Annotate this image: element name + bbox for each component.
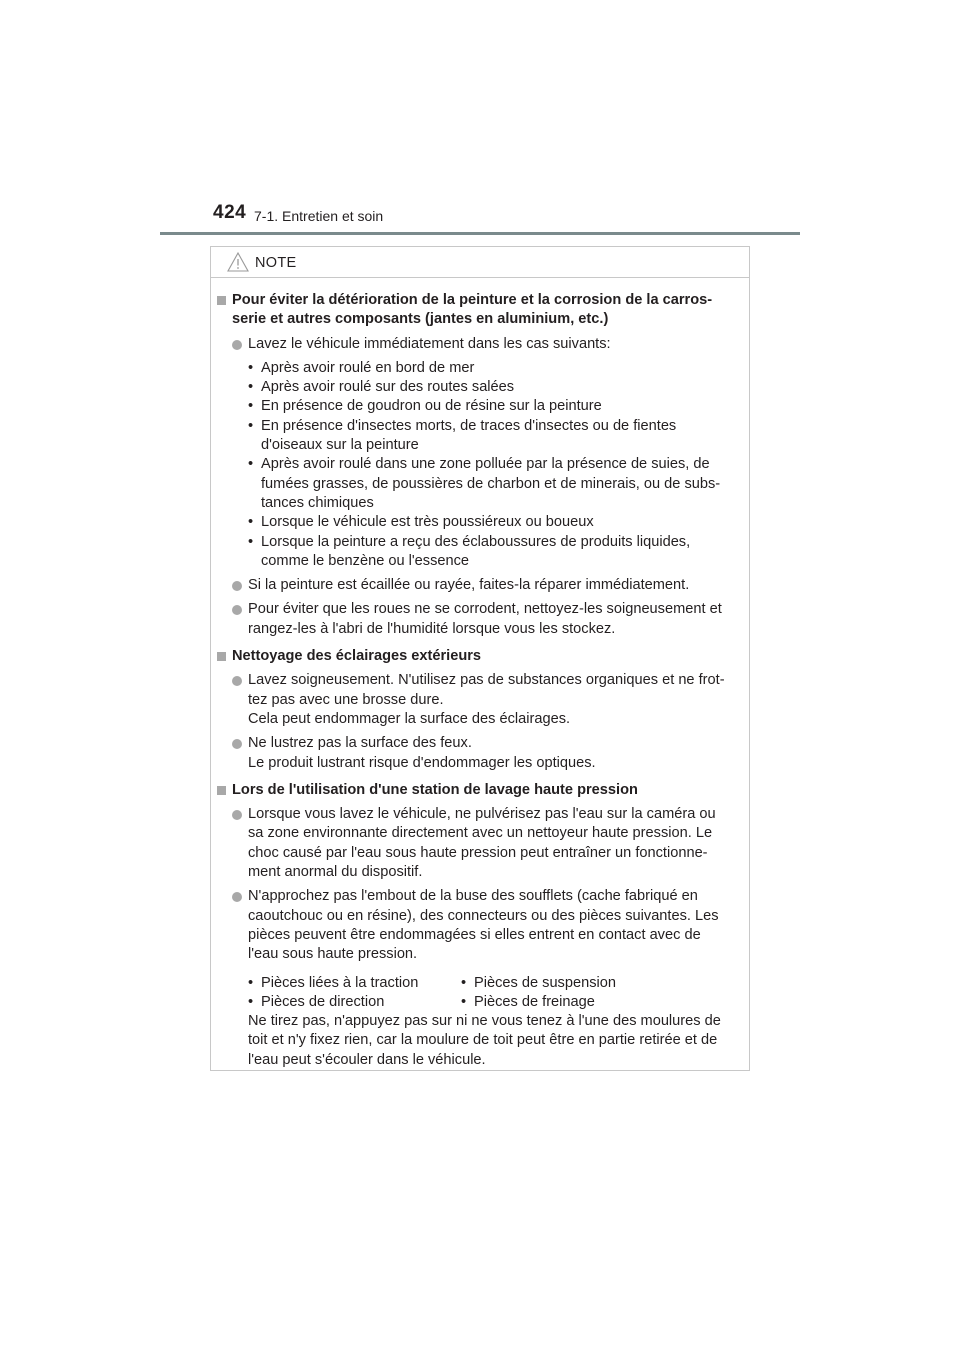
text-line: Si la peinture est écaillée ou rayée, faites-la réparer immédiatement.: [248, 577, 690, 594]
text-line: tez pas avec une brosse dure.: [248, 691, 444, 708]
text-line: Lors de l'utilisation d'une station de lavage haute pression: [232, 781, 638, 798]
bullet-mark: •: [461, 974, 467, 991]
circle-bullet-icon: [232, 605, 242, 615]
text-line: l'eau sous haute pression.: [248, 946, 418, 963]
bullet-list: [216, 359, 743, 571]
section-heading: [216, 781, 743, 800]
text-line: Après avoir roulé en bord de mer: [261, 359, 475, 376]
text-line: Ne tirez pas, n'appuyez pas sur ni ne vous tenez à l'une des moulures de: [248, 1013, 721, 1030]
bullet-mark: •: [461, 993, 467, 1010]
bullet-mark: •: [248, 974, 254, 991]
text-line: Lavez soigneusement. N'utilisez pas de substances organiques et ne frot-: [248, 672, 725, 689]
text-line: toit et n'y fixez rien, car la moulure de toit peut être en partie retirée et de: [248, 1032, 718, 1049]
text-line: Après avoir roulé dans une zone polluée par la présence de suies, de: [261, 456, 710, 473]
text-line: comme le benzène ou l'essence: [261, 552, 470, 569]
note-label: NOTE: [255, 255, 297, 271]
circle-item: [216, 734, 743, 773]
bullet-mark: •: [248, 359, 254, 376]
text-line: Pièces de suspension: [474, 974, 616, 991]
parts-column-right: [461, 974, 721, 1013]
text-line: Pour éviter que les roues ne se corrodent, nettoyez-les soigneusement et: [248, 601, 722, 618]
circle-bullet-icon: [232, 340, 242, 350]
bullet-mark: •: [248, 398, 254, 415]
text-line: Cela peut endommager la surface des éclairages.: [248, 710, 571, 727]
square-bullet-icon: [217, 786, 226, 795]
text-line: choc causé par l'eau sous haute pression peut entraîner un fonctionne-: [248, 844, 708, 861]
circle-bullet-icon: [232, 892, 242, 902]
bullet-item: [216, 455, 743, 513]
circle-item: [216, 335, 743, 354]
warning-triangle-icon: [227, 252, 249, 272]
bullet-item: [216, 359, 743, 378]
circle-bullet-icon: [232, 810, 242, 820]
text-line: Lorsque vous lavez le véhicule, ne pulvérisez pas l'eau sur la caméra ou: [248, 806, 716, 823]
circle-bullet-icon: [232, 581, 242, 591]
parts-item: [216, 993, 461, 1012]
after-paragraph: [216, 1012, 743, 1070]
parts-item: [216, 974, 461, 993]
bullet-item: [216, 417, 743, 456]
text-line: serie et autres composants (jantes en aluminium, etc.): [232, 311, 609, 328]
text-line: Lorsque le véhicule est très poussiéreux ou boueux: [261, 514, 594, 531]
circle-item: [216, 671, 743, 729]
text-line: pièces peuvent être endommagées si elles entrent en contact avec de: [248, 926, 701, 943]
text-line: Lavez le véhicule immédiatement dans les cas suivants:: [248, 335, 611, 352]
text-line: Pièces liées à la traction: [261, 974, 419, 991]
bullet-item: [216, 533, 743, 572]
text-line: rangez-les à l'abri de l'humidité lorsque vous les stockez.: [248, 620, 616, 637]
note-body: [211, 278, 749, 1070]
bullet-item: [216, 513, 743, 532]
circle-item: [216, 887, 743, 964]
circle-item: [216, 600, 743, 639]
section-title: 7-1. Entretien et soin: [254, 208, 384, 224]
text-line: fumées grasses, de poussières de charbon et de minerais, ou de subs-: [261, 475, 721, 492]
text-line: En présence de goudron ou de résine sur la peinture: [261, 398, 602, 415]
text-line: Après avoir roulé sur des routes salées: [261, 379, 515, 396]
bullet-mark: •: [248, 417, 254, 434]
circle-bullet-icon: [232, 676, 242, 686]
parts-item: [461, 974, 721, 993]
square-bullet-icon: [217, 296, 226, 305]
text-line: Ne lustrez pas la surface des feux.: [248, 735, 472, 752]
header-rule: [160, 232, 800, 235]
text-line: Nettoyage des éclairages extérieurs: [232, 648, 482, 665]
text-line: Pour éviter la détérioration de la peinture et la corrosion de la carros-: [232, 292, 713, 308]
text-line: sa zone environnante directement avec un nettoyeur haute pression. Le: [248, 825, 713, 842]
section-heading: [216, 291, 743, 330]
parts-column-left: [216, 974, 461, 1013]
bullet-mark: •: [248, 514, 254, 531]
text-line: Pièces de freinage: [474, 993, 595, 1010]
text-line: tances chimiques: [261, 494, 374, 511]
text-line: caoutchouc ou en résine), des connecteurs ou des pièces suivantes. Les: [248, 907, 719, 924]
text-line: Lorsque la peinture a reçu des éclaboussures de produits liquides,: [261, 533, 691, 550]
parts-columns: [216, 974, 743, 1013]
text-line: d'oiseaux sur la peinture: [261, 437, 419, 454]
bullet-mark: •: [248, 456, 254, 473]
circle-item: [216, 805, 743, 882]
text-line: Pièces de direction: [261, 993, 385, 1010]
text-line: ment anormal du dispositif.: [248, 864, 423, 881]
bullet-mark: •: [248, 533, 254, 550]
text-line: l'eau peut s'écouler dans le véhicule.: [248, 1051, 486, 1068]
note-header: [211, 247, 749, 278]
circle-bullet-icon: [232, 739, 242, 749]
bullet-mark: •: [248, 993, 254, 1010]
text-line: En présence d'insectes morts, de traces d'insectes ou de fientes: [261, 417, 677, 434]
note-box: [210, 246, 750, 1071]
page-number: 424: [213, 202, 247, 223]
circle-item: [216, 576, 743, 595]
bullet-item: [216, 397, 743, 416]
parts-item: [461, 993, 721, 1012]
bullet-item: [216, 378, 743, 397]
text-line: N'approchez pas l'embout de la buse des soufflets (cache fabriqué en: [248, 888, 698, 905]
text-line: Le produit lustrant risque d'endommager les optiques.: [248, 754, 596, 771]
section-heading: [216, 647, 743, 666]
bullet-mark: •: [248, 379, 254, 396]
square-bullet-icon: [217, 652, 226, 661]
